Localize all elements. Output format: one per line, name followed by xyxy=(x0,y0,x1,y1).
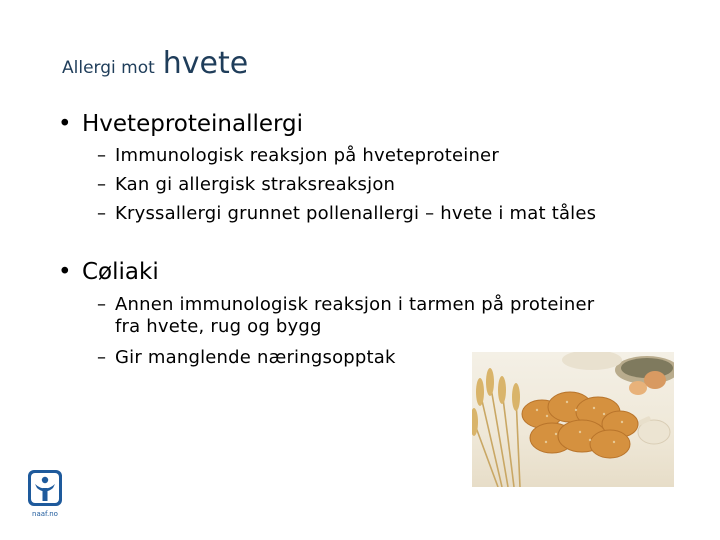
title-main: hvete xyxy=(162,46,249,81)
dash-icon: – xyxy=(97,174,107,195)
sub-bullet: – Gir manglende næringsopptak xyxy=(97,347,396,368)
bullet-label: Hveteproteinallergi xyxy=(82,111,304,137)
sub-bullet: – Immunologisk reaksjon på hveteproteiner xyxy=(97,145,499,166)
dash-icon: – xyxy=(97,347,107,368)
slide-title xyxy=(62,46,248,81)
bread-and-wheat-image xyxy=(472,352,674,487)
dash-icon: – xyxy=(97,145,107,166)
bullet-label: Cøliaki xyxy=(82,259,159,285)
bullet-icon: • xyxy=(58,111,72,137)
title-prefix: Allergi mot xyxy=(62,58,155,78)
bullet-icon: • xyxy=(58,259,72,285)
dash-icon: – xyxy=(97,294,107,315)
sub-bullet: – Kryssallergi grunnet pollenallergi – hvete i mat tåles xyxy=(97,203,597,224)
svg-text:naaf.no: naaf.no xyxy=(32,510,58,518)
naaf-logo-icon xyxy=(27,469,63,519)
bullet-wheat-protein-allergy xyxy=(58,111,303,137)
dash-icon: – xyxy=(97,203,107,224)
bullet-celiac xyxy=(58,259,159,285)
sub-bullet: – Kan gi allergisk straksreaksjon xyxy=(97,174,396,195)
sub-bullet: – Annen immunologisk reaksjon i tarmen på proteiner fra hvete, rug og bygg xyxy=(97,294,595,337)
